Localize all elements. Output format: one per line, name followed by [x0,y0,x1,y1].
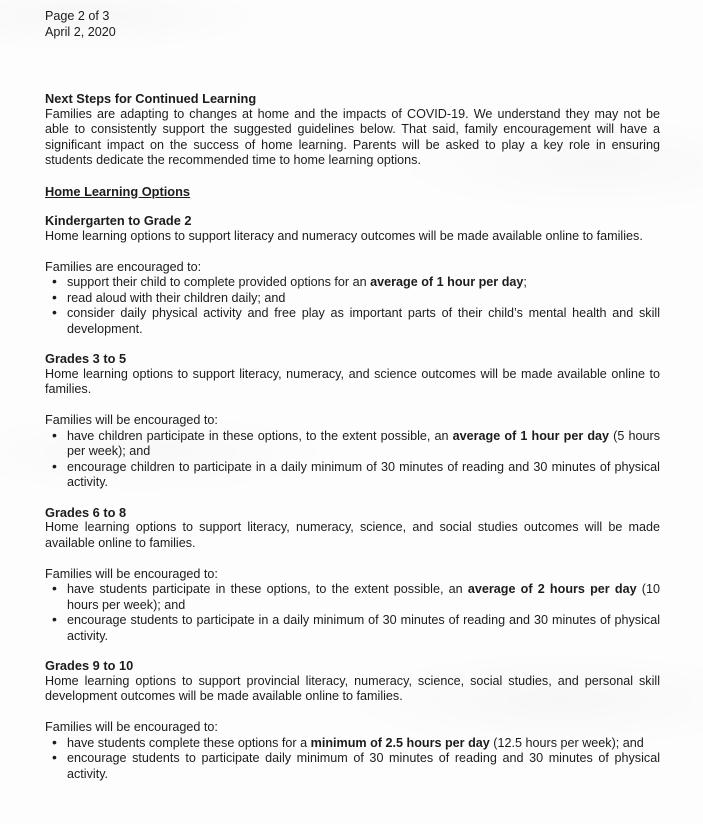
section-lead: Families are encouraged to: [45,259,202,274]
section-grades-3-to-5 [45,351,660,491]
doc-date: April 2, 2020 [45,25,116,39]
page-number: Page 2 of 3 [45,9,110,23]
section-title: Grades 3 to 5 [45,351,127,366]
bullet-item: • encourage students to participate daily minimum of 30 minutes of reading and 30 minutes of physical activity. [45,751,660,782]
section-lead: Families will be encouraged to: [45,566,218,581]
home-learning-options-heading: Home Learning Options [45,183,191,199]
bullet-list [45,275,660,337]
section-body: Home learning options to support literacy, numeracy, and science outcomes will be made available online to families. [45,366,660,396]
next-steps-heading: Next Steps for Continued Learning [45,91,257,106]
section-grades-9-to-10 [45,658,660,782]
section-body: Home learning options to support literacy and numeracy outcomes will be made available online to families. [45,228,643,243]
section-title: Grades 6 to 8 [45,504,127,520]
bullet-item: • consider daily physical activity and free play as important parts of their child’s mental health and skill development. [45,306,660,337]
bullet-list [45,736,660,783]
section-lead: Families will be encouraged to: [45,720,218,734]
bullet-item: • have children participate in these options, to the extent possible, an average of 1 hour per day (5 hours per week); and [45,429,660,460]
bullet-item: • have students participate in these options, to the extent possible, an average of 2 hours per day (10 hours per week); and [45,582,660,613]
section-title: Kindergarten to Grade 2 [45,213,192,228]
intro-paragraph: Families are adapting to changes at home and the impacts of COVID-19. We understand they may not be able to consistently support the suggested guidelines below. That said, family encouragement will have a significant impact on the success of home learning. Parents will be asked to play a key role in ensuring students dedicate the recommended time to home learning options. [45,106,660,167]
section-body: Home learning options to support provincial literacy, numeracy, science, social studies, and personal skill development outcomes will be made available online to families. [45,673,660,703]
section-lead: Families will be encouraged to: [45,413,218,427]
section-kindergarten-to-grade-2 [45,213,660,337]
bullet-item: • support their child to complete provided options for an average of 1 hour per day; [45,275,660,291]
bullet-list [45,582,660,644]
section-body: Home learning options to support literacy, numeracy, science, and social studies outcomes will be made available online to families. [45,520,660,550]
section-title: Grades 9 to 10 [45,658,134,673]
section-grades-6-to-8 [45,505,660,645]
bullet-item: • encourage children to participate in a daily minimum of 30 minutes of reading and 30 minutes of physical activity. [45,460,660,491]
bullet-item: • have students complete these options for a minimum of 2.5 hours per day (12.5 hours per week); and [45,736,660,752]
bullet-item: • encourage students to participate in a daily minimum of 30 minutes of reading and 30 minutes of physical activity. [45,613,660,644]
bullet-list [45,429,660,491]
document-header [45,8,660,40]
bullet-item: • read aloud with their children daily; and [45,291,660,307]
